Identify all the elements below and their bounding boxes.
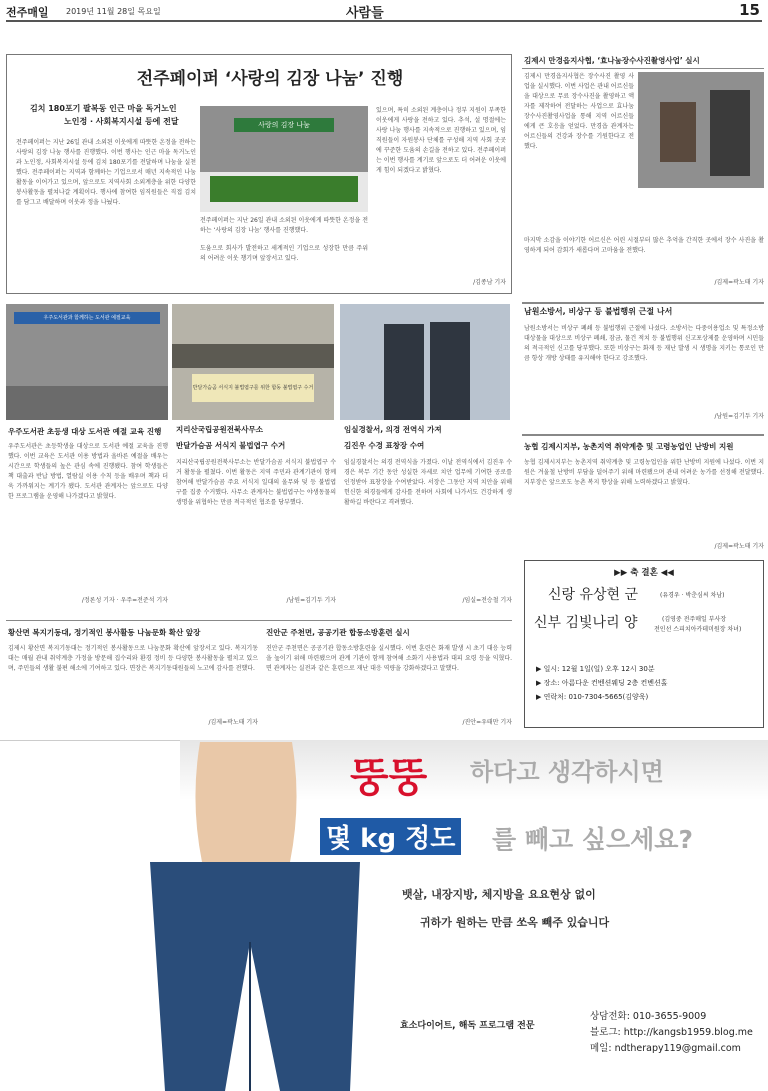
page-header: [6, 0, 762, 22]
article-subtitle: 김치 180포기 팔복동 인근 마을 독거노인: [30, 104, 177, 113]
article-title: 지리산국립공원전북사무소: [176, 425, 263, 434]
article-body: 김제시 만경읍지사협은 장수사진 촬영 사업을 실시했다. 이번 사업은 관내 어르신들을 대상으로 무료 장수사진을 촬영하고 액자를 제작하여 전달하는 사업으로 효나눔 장수사진촬영사업을 통해 지역 어르신들에게 큰 호응을 얻었다. 만경읍 관계자는 어르신들의 건강과 장수를 기원한다고 전했다.: [524, 73, 634, 150]
byline: /김제=곽노태 기자: [208, 719, 258, 726]
section-title: 사람들: [346, 6, 384, 21]
article-body: 진안군 주천면은 공공기관 합동소방훈련을 실시했다. 이번 훈련은 화재 발생 시 초기 대응 능력을 높이기 위해 마련됐으며 관계 기관이 함께 참여해 소화기 사용법과 대피 요령 등을 익혔다. 면 관계자는 실전과 같은 훈련으로 재난 대응 역량을 강화하겠다고 말했다.: [266, 645, 512, 672]
article-body: 지리산국립공원전북사무소는 반달가슴곰 서식지 불법엽구 수거 활동을 펼쳤다. 이번 활동은 지역 주민과 관계기관이 함께 참여해 반달가슴곰 주요 서식지 일대의 올무와 덫 등 불법엽구를 집중 수거했다. 사무소 관계자는 불법엽구는 야생동물의 생명을 위협하는 만큼 적극적인 협조를 당부했다.: [176, 459, 336, 506]
article-subtitle: 김진우 수경 표창장 수여: [344, 441, 425, 450]
byline: /남원=김기두 기자: [286, 597, 336, 604]
article-photo: [200, 106, 368, 212]
article-body: 우주도서관은 초등학생을 대상으로 도서관 예절 교육을 진행했다. 이번 교육은 도서관 이용 방법과 올바른 예절을 배우는 시간으로 학생들의 높은 관심 속에 진행됐다. 참여 학생들은 책 대출과 반납 방법, 열람실 이용 수칙 등을 배우며 책과 더욱 가까워지는 계기가 됐다. 도서관 관계자는 앞으로도 다양한 프로그램을 운영해 나가겠다고 밝혔다.: [8, 443, 168, 500]
article-body: 김제시 황산면 복지기동대는 정기적인 봉사활동으로 나눔문화 확산에 앞장서고 있다. 복지기동대는 매월 관내 취약계층 가정을 방문해 집수리와 환경 정비 등 다양한 봉사활동을 펼치고 있으며, 주민들의 생활 불편 해소에 기여하고 있다. 면장은 복지기동대원들의 노고에 감사를 전했다.: [8, 645, 258, 672]
newspaper-logo: 전주매일: [6, 6, 49, 19]
ad-copy: 뱃살, 내장지방, 체지방을 요요현상 없이: [402, 888, 596, 901]
wedding-place: ▶ 장소: 아름다운 컨벤션웨딩 2층 컨벤션홀: [536, 679, 668, 687]
groom-name: 신랑 유상현 군: [548, 587, 639, 603]
article-subtitle: 반달가슴곰 서식지 불법엽구 수거: [176, 441, 286, 450]
ad-model-image: [130, 742, 370, 1091]
bride-name: 신부 김빛나리 양: [534, 615, 638, 631]
ad-headline-highlight: 뚱뚱: [350, 755, 428, 801]
article-body: 농협 김제시지부는 농촌지역 취약계층 및 고령농업인을 위한 난방비 지원에 나섰다. 이번 지원은 겨울철 난방비 부담을 덜어주기 위해 마련됐으며 관내 어려운 농가를 선정해 전달했다. 지부장은 앞으로도 농촌 복지 향상을 위해 노력하겠다고 밝혔다.: [524, 459, 764, 486]
byline: /김제=곽노태 기자: [714, 543, 764, 550]
byline: /김제=곽노태 기자: [714, 279, 764, 286]
article-body: 남원소방서는 비상구 폐쇄 등 불법행위 근절에 나섰다. 소방서는 다중이용업소 및 특정소방대상물을 대상으로 비상구 폐쇄, 잠금, 물건 적치 등 불법행위 신고포상제를 운영하며 시민들의 적극적인 신고를 당부했다. 또한 비상구는 화재 등 재난 발생 시 생명을 지키는 통로인 만큼 항상 개방 상태를 유지해야 한다고 강조했다.: [524, 325, 764, 362]
groom-parents: (유경우 · 박춘심씨 차남): [660, 592, 725, 599]
ad-brand: 효소다이어트, 해독 프로그램 전문: [400, 1021, 535, 1031]
article-title: 농협 김제시지부, 농촌지역 취약계층 및 고령농업인 난방비 지원: [524, 442, 734, 451]
byline: /진안=우태만 기자: [462, 719, 512, 726]
issue-date: 2019년 11월 28일 목요일: [66, 7, 161, 16]
photo-banner: 사랑의 김장 나눔: [234, 118, 334, 132]
ad-email: 메일: ndtherapy119@gmail.com: [590, 1043, 741, 1054]
photo-banner: 반달가슴곰 서식지 불법엽구를 위한 합동 불법엽구 수거: [192, 374, 314, 402]
bride-parents: 전인선 스피치아카데미원장 차녀): [654, 626, 742, 633]
photo-banner: 우주도서관과 함께하는 도서관 예절교육: [14, 312, 160, 324]
ad-phone: 상담전화: 010-3655-9009: [590, 1011, 707, 1022]
byline: /김종남 기자: [473, 279, 506, 286]
article-title: 임실경찰서, 의경 전역식 가져: [344, 425, 442, 434]
ad-headline-highlight: 몇 kg 정도: [320, 818, 461, 855]
article-body: 마지막 소감을 이야기한 어르신은 어린 시절부터 많은 추억을 간직한 곳에서 장수 사진을 촬영하게 되어 감회가 새롭다며 고마움을 전했다.: [524, 237, 764, 254]
article-photo: [172, 304, 334, 420]
article-photo: [6, 304, 168, 420]
ad-blog: 블로그: http://kangsb1959.blog.me: [590, 1027, 753, 1038]
wedding-contact: ▶ 연락처: 010-7304-5665(김양욱): [536, 693, 649, 701]
article-body: 있으며, 특히 소외된 계층이나 정부 지원이 부족한 이웃에게 사랑을 전하고 있다. 추석, 설 명절에는 사랑 나눔 행사를 지속적으로 진행하고 있으며, 임직원들이 자원봉사 단체를 구성해 지역 사회 곳곳에 꾸준한 도움의 손길을 전하고 있다. 전주페이퍼는 이번 행사를 계기로 앞으로도 더 어려운 이웃에게 힘이 되겠다고 밝혔다.: [376, 107, 506, 174]
article-title: 우주도서관 초등생 대상 도서관 예절 교육 진행: [8, 427, 162, 436]
article-body: 전주페이퍼는 지난 26일 관내 소외된 이웃에게 따뜻한 온정을 전하는 사랑의 김장 나눔 행사를 진행했다. 이번 행사는 인근 마을 독거노인과 노인정, 사회복지시설 등에 김치 180포기를 전달하며 나눔을 실천했다. 전주페이퍼는 지역과 함께하는 기업으로서 매년 지속적인 나눔 활동을 이어가고 있으며, 앞으로도 지역사회 소외계층을 위한 다양한 봉사활동을 펼쳐나갈 계획이다. 행사에 참여한 임직원들은 직접 김치를 담그고 배달하며 이웃과 정을 나눴다.: [16, 139, 196, 206]
article-subtitle: 노인정 · 사회복지시설 등에 전달: [64, 117, 179, 126]
byline: /임실=전승철 기자: [462, 597, 512, 604]
byline: /정론성 기자 · 우주=전준석 기자: [81, 597, 168, 604]
article-title: 전주페이퍼 ‘사랑의 김장 나눔’ 진행: [136, 69, 404, 89]
ad-copy: 귀하가 원하는 만큼 쏘옥 빼주 있습니다: [420, 916, 610, 929]
photo-caption: 전주페이퍼는 지난 26일 관내 소외된 이웃에게 따뜻한 온정을 전하는 ‘사랑의 김장 나눔’ 행사를 진행했다.: [200, 217, 368, 234]
article-title: 남원소방서, 비상구 등 불법행위 근절 나서: [524, 307, 673, 316]
wedding-date: ▶ 일시: 12월 1일(일) 오후 12시 30분: [536, 665, 655, 673]
article-title: 김제시 만경읍지사협, ‘효나눔장수사진촬영사업’ 실시: [524, 56, 700, 65]
article-body: 도움으로 회사가 발전하고 세계적인 기업으로 성장한 만큼 주위의 어려운 이웃 챙기며 앞장서고 있다.: [200, 245, 368, 262]
wedding-header: ▶▶ 축 결혼 ◀◀: [614, 568, 674, 578]
ad-headline: 하다고 생각하시면: [470, 758, 664, 786]
article-photo: [340, 304, 510, 420]
bride-parents: (김영중 전주매일 부사장: [662, 616, 727, 623]
article-body: 임실경찰서는 의경 전역식을 가졌다. 이날 전역식에서 김진우 수경은 복무 기간 동안 성실한 자세로 치안 업무에 기여한 공로를 인정받아 표창장을 수여받았다. 서장은 그동안 지역 치안을 위해 헌신한 의경들에게 감사를 전하며 사회에 나가서도 건강하게 생활하길 바란다고 격려했다.: [344, 459, 512, 506]
article-title: 진안군 주천면, 공공기관 합동소방훈련 실시: [266, 628, 410, 637]
page-number: 15: [739, 1, 760, 19]
article-title: 황산면 복지기동대, 정기적인 봉사활동 나눔문화 확산 앞장: [8, 628, 201, 637]
article-photo: [638, 72, 764, 188]
byline: /남원=김기두 기자: [714, 413, 764, 420]
ad-headline: 를 빼고 싶으세요?: [492, 825, 693, 854]
